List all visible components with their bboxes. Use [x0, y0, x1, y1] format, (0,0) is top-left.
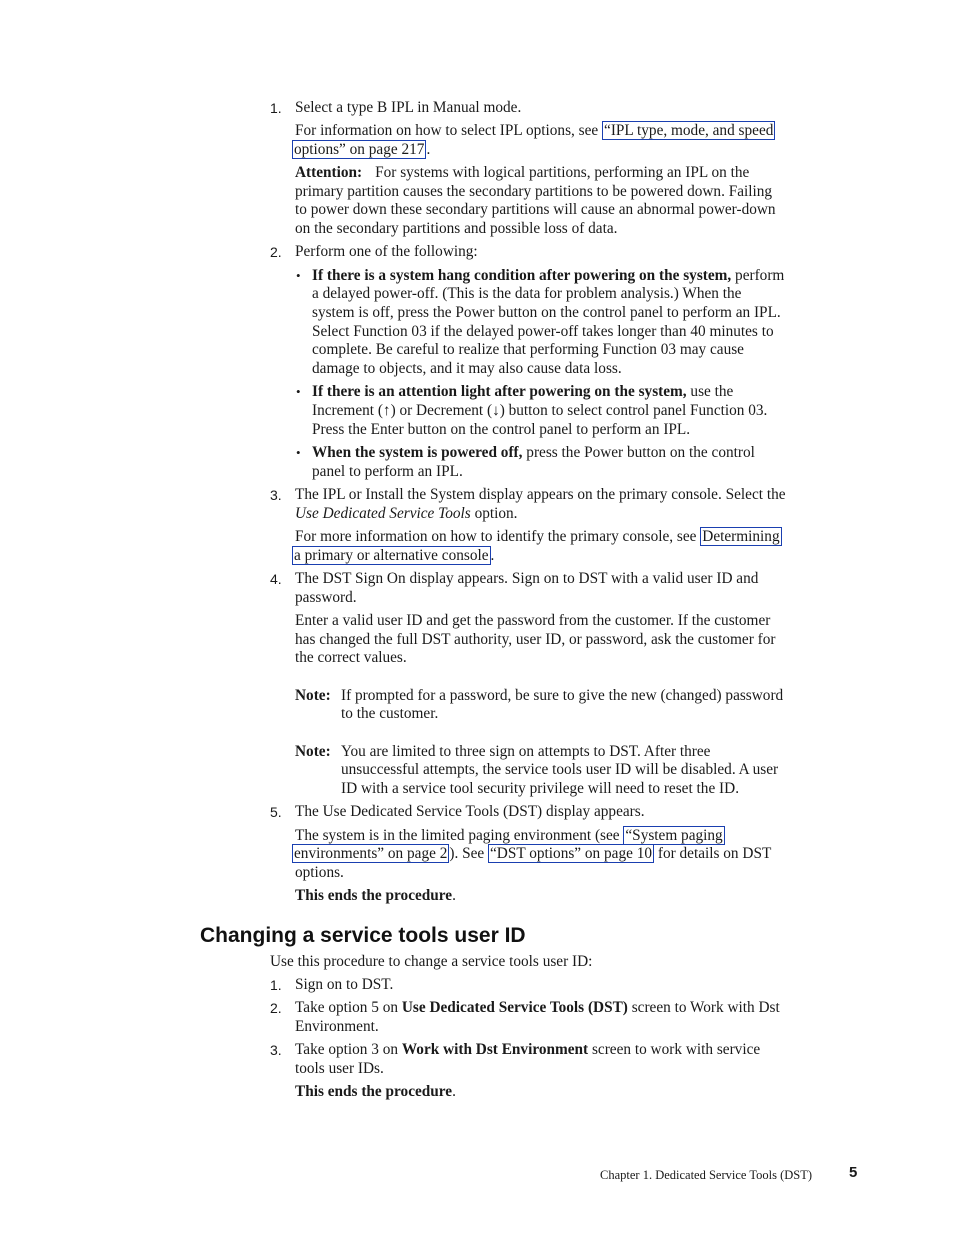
step-text-post: screen to Work with Dst [627, 999, 780, 1016]
bullet-text: Increment (↑) or Decrement (↓) button to select control panel Function 03. [312, 402, 768, 419]
attention-text: to power down these secondary partitions will cause an abnormal power-down [295, 201, 776, 218]
section-heading: Changing a service tools user ID [200, 924, 526, 947]
info-line [295, 122, 775, 141]
determining-console-link-continued[interactable]: a primary or alternative console [294, 547, 489, 564]
bullet-condition: When the system is powered off, [312, 444, 523, 461]
bullet-text: press the Power button on the control [522, 444, 755, 461]
bullet-line [312, 267, 784, 286]
step-number: 1. [270, 977, 282, 993]
note-text: to the customer. [341, 705, 439, 722]
punctuation: . [452, 887, 456, 904]
ipl-options-link-continued[interactable]: options” on page 217 [294, 141, 425, 158]
bullet-text: system is off, press the Power button on the control panel to perform an IPL. [312, 304, 781, 321]
step-text: The Use Dedicated Service Tools (DST) display appears. [295, 803, 645, 820]
info-line [292, 141, 430, 160]
section-intro: Use this procedure to change a service tools user ID: [270, 953, 593, 970]
step-number: 4. [270, 571, 282, 587]
note-text: unsuccessful attempts, the service tools user ID will be disabled. A user [341, 761, 779, 778]
step-text: The IPL or Install the System display appears on the primary console. Select the [295, 486, 786, 503]
page-number: 5 [849, 1164, 858, 1181]
bullet-text: perform [731, 267, 785, 284]
bullet-text: Select Function 03 if the delayed power-off takes longer than 40 minutes to [312, 323, 774, 340]
attention-text: primary partition causes the secondary partitions to be powered down. Failing [295, 183, 773, 200]
step-text [295, 999, 780, 1018]
punctuation: . [426, 141, 431, 158]
procedure-end [295, 887, 456, 906]
step-text: Environment. [295, 1018, 379, 1035]
step-text: Sign on to DST. [295, 976, 394, 993]
info-line [292, 547, 494, 566]
step-text-rest: option. [470, 505, 518, 522]
system-paging-link[interactable]: “System paging [625, 827, 723, 844]
bullet-text: damage to objects, and it may also cause data loss. [312, 360, 622, 377]
info-line [295, 528, 782, 547]
step-text: password. [295, 589, 357, 606]
attention-line [295, 164, 749, 183]
system-paging-link-continued[interactable]: environments” on page 2 [294, 845, 448, 862]
step-text-pre: Take option 3 on [295, 1041, 402, 1058]
info-line [295, 827, 725, 846]
step-text-pre: Take option 5 on [295, 999, 402, 1016]
attention-text: on the secondary partitions and possible loss of data. [295, 220, 618, 237]
determining-console-link[interactable]: Determining [702, 528, 780, 545]
punctuation: . [490, 547, 495, 564]
screen-name: Use Dedicated Service Tools (DST) [401, 999, 628, 1016]
note-text: If prompted for a password, be sure to give the new (changed) password [341, 687, 784, 704]
paragraph-text: has changed the full DST authority, user ID, or password, ask the customer for [295, 631, 776, 648]
bullet-text: use the [686, 383, 734, 400]
bullet-text: panel to perform an IPL. [312, 463, 463, 480]
step-text: The DST Sign On display appears. Sign on to DST with a valid user ID and [295, 570, 759, 587]
step-number: 2. [270, 1000, 282, 1016]
step-text [295, 1041, 760, 1060]
note-text: You are limited to three sign on attempts to DST. After three [341, 743, 711, 760]
info-text: The system is in the limited paging environment (see [295, 827, 624, 844]
step-number: 3. [270, 487, 282, 503]
info-text: For information on how to select IPL options, see [295, 122, 603, 139]
bullet-text: complete. Be careful to realize that performing Function 03 may cause [312, 341, 744, 358]
note-text: ID with a service tool security privilege will need to reset the ID. [341, 780, 740, 797]
paragraph-text: the correct values. [295, 649, 407, 666]
option-name: Use Dedicated Service Tools [295, 505, 471, 522]
info-text: for details on DST [654, 845, 772, 862]
info-text: ). See [449, 845, 489, 862]
bullet-marker: • [296, 384, 301, 399]
note-label: Note: [295, 743, 331, 760]
info-text: options. [295, 864, 344, 881]
punctuation: . [452, 1083, 456, 1100]
bullet-line [312, 383, 733, 402]
step-number: 2. [270, 244, 282, 260]
bullet-marker: • [296, 268, 301, 283]
info-line [292, 845, 771, 864]
bullet-text: a delayed power-off. (This is the data for problem analysis.) When the [312, 285, 742, 302]
bullet-marker: • [296, 445, 301, 460]
procedure-end-text: This ends the procedure [295, 1083, 453, 1100]
procedure-end-text: This ends the procedure [295, 887, 453, 904]
note-label: Note: [295, 687, 331, 704]
step-number: 5. [270, 804, 282, 820]
step-number: 1. [270, 100, 282, 116]
step-text [295, 505, 518, 524]
step-number: 3. [270, 1042, 282, 1058]
bullet-condition: If there is an attention light after powering on the system, [312, 383, 687, 400]
paragraph-text: Enter a valid user ID and get the password from the customer. If the customer [295, 612, 771, 629]
bullet-condition: If there is a system hang condition after powering on the system, [312, 267, 732, 284]
step-text: tools user IDs. [295, 1060, 384, 1077]
step-text: Select a type B IPL in Manual mode. [295, 99, 522, 116]
screen-name: Work with Dst Environment [401, 1041, 589, 1058]
attention-label: Attention: [295, 164, 363, 181]
ipl-options-link[interactable]: “IPL type, mode, and speed [604, 122, 774, 139]
step-text-post: screen to work with service [588, 1041, 761, 1058]
step-text: Perform one of the following: [295, 243, 478, 260]
bullet-line [312, 444, 755, 463]
bullet-text: Press the Enter button on the control panel to perform an IPL. [312, 421, 691, 438]
footer-chapter: Chapter 1. Dedicated Service Tools (DST) [600, 1168, 813, 1182]
info-text: For more information on how to identify the primary console, see [295, 528, 701, 545]
attention-text: For systems with logical partitions, performing an IPL on the [375, 164, 750, 181]
dst-options-link[interactable]: “DST options” on page 10 [490, 845, 653, 862]
procedure-end [295, 1083, 456, 1102]
